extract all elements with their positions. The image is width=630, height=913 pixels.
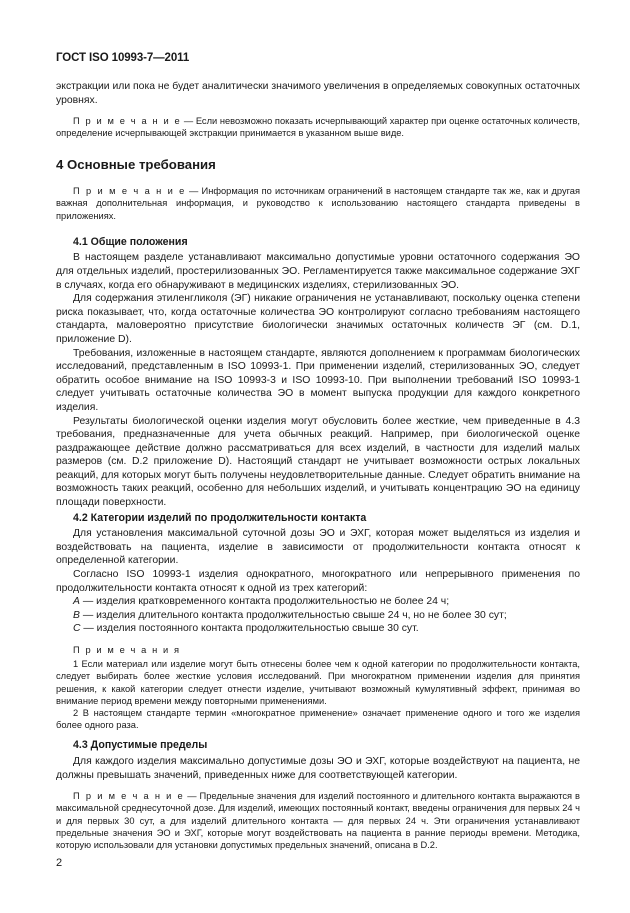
s43-paragraph-1: Для каждого изделия максимально допустимые дозы ЭО и ЭХГ, которые воздействуют на пациента, не должны превышать значений, приведенных ниже для соответствующей категории.	[56, 756, 580, 781]
notes-heading	[56, 644, 580, 656]
s43-note	[56, 790, 580, 851]
note-text: — Информация по источникам ограничений в настоящем стандарте так же, как и другая важная дополнительная информация, и руководство к использованию настоящего стандарта приведены в приложениях.	[56, 186, 580, 221]
subsection-4-1-heading: 4.1 Общие положения	[73, 235, 188, 248]
page-number: 2	[56, 857, 63, 869]
s41-paragraph-4: Результаты биологической оценки изделия могут обусловить более жесткие, чем приведенные в 4.3 требования, предназначенные для учета обычных реакций. Например, при биологической оценке раздражающее действие должно рассматриваться для всех изделий, в частности для изделий малых размеров (см. D.2 приложение D). Настоящий стандарт не учитывает возможности острых локальных реакций, для которых могут быть получены неудовлетворительные данные. Следует обратить внимание на возможность таких реакций, особенно для небольших изделий, и учитывать концентрацию ЭО на единицу площади поверхности.	[56, 415, 580, 509]
notes-label: П р и м е ч а н и я	[73, 645, 181, 656]
category-letter: А	[73, 596, 80, 608]
s42-note-1: 1 Если материал или изделие могут быть отнесены более чем к одной категории по продолжительности контакта, следует выбирать более жесткие условия исследований. При многократном применении изделия для принятия решения, к какой категории следует отнести изделие, учитывают возможный кумулятивный эффект, принимая во внимание период времени между повторными применениями.	[56, 659, 580, 706]
category-letter: В	[73, 609, 80, 621]
s42-paragraph-2: Согласно ISO 10993-1 изделия однократного, многократного или непрерывного применения по продолжительности контакта относят к одной из трех категорий:	[56, 569, 580, 594]
note-label: П р и м е ч а н и е	[73, 791, 185, 802]
continuation-paragraph: экстракции или пока не будет аналитически значимого увеличения в определяемых совокупных остаточных уровнях.	[56, 81, 580, 106]
s41-paragraph-3: Требования, изложенные в настоящем стандарте, являются дополнением к программам биологических исследований, представленным в ISO 10993-1. При применении изделий, стерилизованных ЭО, следует обратить особое внимание на ISO 10993-3 и ISO 10993-10. При выполнении требований ISO 10993-1 следует учитывать остаточные количества ЭО в момент выпуска продукции для каждого конкретного изделия.	[56, 347, 580, 413]
s41-paragraph-1: В настоящем разделе устанавливают максимально допустимые уровни остаточного содержания ЭО для отдельных изделий, простерилизованных ЭО. Регламентируется также максимальное содержание ЭХГ в случаях, когда его обнаруживают в медицинских изделиях, стерилизованных ЭО.	[56, 252, 580, 291]
s42-paragraph-1: Для установления максимальной суточной дозы ЭО и ЭХГ, которая может выделяться из изделия и воздействовать на пациента, изделие в зависимости от продолжительности контакта относят к определенной категории.	[56, 528, 580, 567]
s42-note-2: 2 В настоящем стандарте термин «многократное применение» означает применение одного и того же изделия более одного раза.	[56, 708, 580, 731]
running-header: ГОСТ ISO 10993-7—2011	[56, 52, 190, 64]
category-text: — изделия кратковременного контакта продолжительностью не более 24 ч;	[79, 596, 450, 608]
subsection-4-3-heading: 4.3 Допустимые пределы	[73, 739, 208, 752]
page-body	[56, 80, 580, 851]
category-c	[56, 622, 580, 636]
category-text: — изделия постоянного контакта продолжительностью свыше 30 сут.	[80, 623, 419, 635]
s41-paragraph-2: Для содержания этиленгликоля (ЭГ) никакие ограничения не устанавливают, поскольку оценка степени риска показывает, что, когда остаточные количества ЭО контролируют согласно требованиям настоящего стандарта, маловероятно присутствие биологически значимых остаточных количеств ЭГ (см. D.1, приложение D).	[56, 293, 580, 345]
section-4-heading: 4 Основные требования	[56, 156, 216, 172]
note-label: П р и м е ч а н и е	[73, 116, 182, 127]
category-a	[56, 595, 580, 609]
note-text: — Предельные значения для изделий постоянного и длительного контакта выражаются в максимальной среднесуточной дозе. Для изделий, имеющих постоянный контакт, введены ограничения для первых 24 ч и для первых 30 сут, а для изделий длительного контакта — для первых 24 ч. Эти ограничения устанавливают предельные значения ЭО и ЭХГ, которые могут воздействовать на пациента в ранние периоды времени. Методика, которую использовали для установки допустимых предельных значений, описана в D.2.	[56, 791, 580, 851]
subsection-4-2-heading: 4.2 Категории изделий по продолжительности контакта	[73, 511, 367, 524]
category-text: — изделия длительного контакта продолжительностью свыше 24 ч, но не более 30 сут;	[79, 609, 507, 621]
note-label: П р и м е ч а н и е	[73, 186, 186, 197]
category-b	[56, 609, 580, 623]
category-letter: С	[73, 623, 81, 635]
section-4-note	[56, 185, 580, 222]
intro-note	[56, 115, 580, 139]
note-text: — Если невозможно показать исчерпывающий характер при оценке остаточных количеств, определение исчерпывающей экстракции принимается в указанном выше виде.	[56, 116, 580, 139]
